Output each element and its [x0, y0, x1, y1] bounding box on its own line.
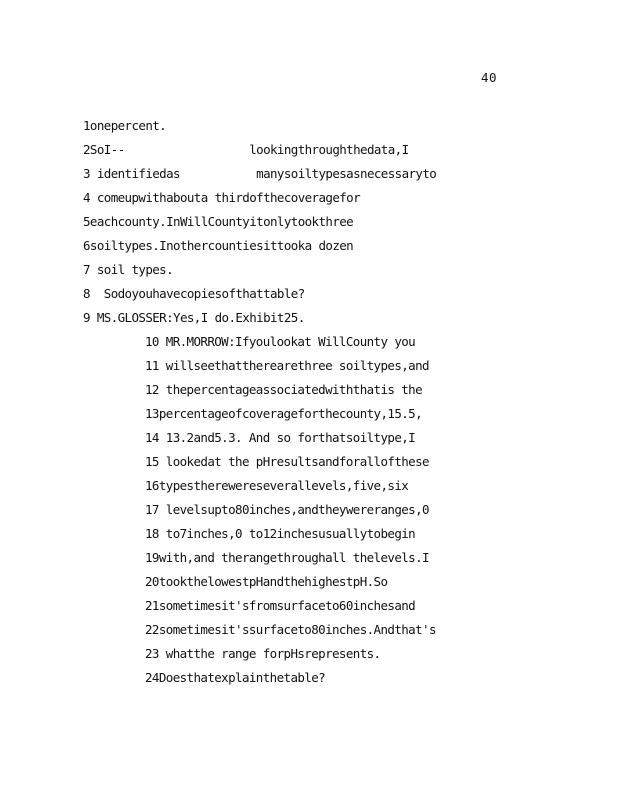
transcript-line-22: 22sometimesit'ssurfaceto80inches.Andthat's	[145, 622, 436, 637]
transcript-line-7: 7 soil types.	[83, 262, 174, 277]
transcript-line-3: 3 identifiedas manysoiltypesasnecessaryto	[83, 166, 437, 181]
transcript-line-24: 24Doesthatexplainthetable?	[145, 670, 326, 685]
transcript-line-9: 9 MS.GLOSSER:Yes,I do.Exhibit25.	[83, 310, 305, 325]
page-number: 40	[481, 70, 498, 85]
transcript-line-13: 13percentageofcoverageforthecounty,15.5,	[145, 406, 423, 421]
transcript-line-4: 4 comeupwithabouta thirdofthecoveragefor	[83, 190, 361, 205]
transcript-line-16: 16typestherewereseverallevels,five,six	[145, 478, 409, 493]
transcript-line-15: 15 lookedat the pHresultsandforallofthese	[145, 454, 429, 469]
transcript-line-5: 5eachcounty.InWillCountyitonlytookthree	[83, 214, 354, 229]
transcript-line-20: 20tookthelowestpHandthehighestpH.So	[145, 574, 388, 589]
transcript-line-14: 14 13.2and5.3. And so forthatsoiltype,I	[145, 430, 416, 445]
transcript-line-8: 8 Sodoyouhavecopiesofthattable?	[83, 286, 305, 301]
transcript-line-2: 2SoI-- lookingthroughthedata,I	[83, 142, 409, 157]
transcript-line-18: 18 to7inches,0 to12inchesusuallytobegin	[145, 526, 416, 541]
transcript-line-12: 12 thepercentageassociatedwiththatis the	[145, 382, 423, 397]
transcript-line-11: 11 willseethattherearethree soiltypes,and	[145, 358, 429, 373]
transcript-line-23: 23 whatthe range forpHsrepresents.	[145, 646, 381, 661]
transcript-line-6: 6soiltypes.Inothercountiesittooka dozen	[83, 238, 354, 253]
transcript-line-10: 10 MR.MORROW:Ifyoulookat WillCounty you	[145, 334, 416, 349]
transcript-line-21: 21sometimesit'sfromsurfaceto60inchesand	[145, 598, 416, 613]
transcript-line-17: 17 levelsupto80inches,andtheywereranges,0	[145, 502, 429, 517]
transcript-line-1: 1onepercent.	[83, 118, 167, 133]
transcript-line-19: 19with,and therangethroughall thelevels.I	[145, 550, 429, 565]
